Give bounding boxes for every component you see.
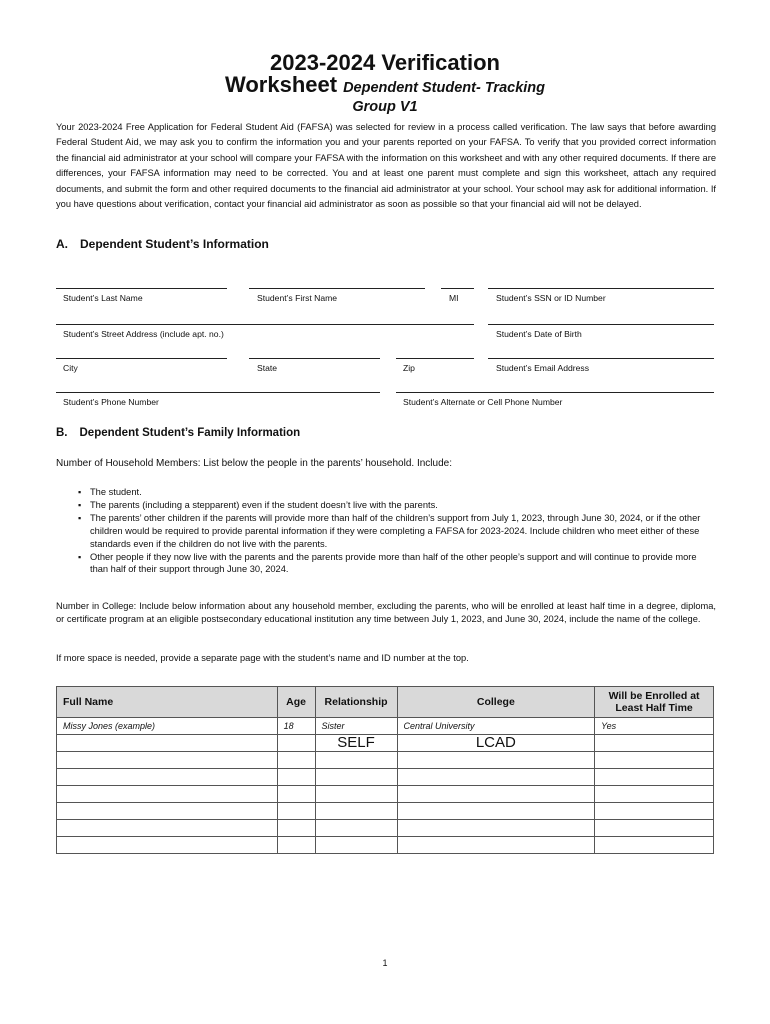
first-name-field[interactable]: [249, 288, 425, 289]
cell-relationship[interactable]: [315, 803, 397, 820]
cell-relationship[interactable]: SELF: [315, 735, 397, 752]
cell-full-name[interactable]: [57, 837, 278, 854]
header-full-name: Full Name: [57, 687, 278, 718]
last-name-label: Student’s Last Name: [63, 293, 143, 303]
title-subtitle: Dependent Student- Tracking: [343, 80, 546, 96]
cell-full-name[interactable]: [57, 769, 278, 786]
section-a-title: Dependent Student’s Information: [80, 237, 269, 251]
first-name-label: Student’s First Name: [257, 293, 338, 303]
state-label: State: [257, 363, 278, 373]
page-title: 2023-2024 Verification: [270, 50, 500, 75]
cell-enrolled[interactable]: [595, 837, 714, 854]
cell-enrolled[interactable]: [595, 769, 714, 786]
section-a-heading: [56, 237, 269, 251]
header-enrolled: Will be Enrolled at Least Half Time: [595, 687, 714, 718]
example-relationship: Sister: [315, 718, 397, 735]
more-space-note: If more space is needed, provide a separate page with the student’s name and ID number at the top.: [56, 653, 469, 663]
email-label: Student’s Email Address: [496, 363, 589, 373]
section-b-title: Dependent Student’s Family Information: [79, 427, 301, 439]
bullet-item: ▪ Other people if they now live with the parents and the parents provide more than half of the other people’s support and will continue to provide more than half of their support through June 30, 2024.: [76, 551, 716, 577]
page-title-group: Group V1: [352, 99, 418, 115]
cell-college[interactable]: [397, 803, 595, 820]
cell-enrolled[interactable]: [595, 820, 714, 837]
cell-age[interactable]: [277, 769, 315, 786]
cell-full-name[interactable]: [57, 803, 278, 820]
table-header-row: [57, 687, 714, 718]
household-bullet-list: [76, 486, 716, 576]
phone-field[interactable]: [56, 392, 380, 393]
intro-paragraph: Your 2023-2024 Free Application for Federal Student Aid (FAFSA) was selected for review in a process called verification. The law says that before awarding Federal Student Aid, we may ask you to confirm the information you and your parents reported on your FAFSA. To verify that you provided correct information the financial aid administrator at your school will compare your FAFSA with the information on this worksheet and with any other required documents. If there are differences, your FAFSA information may need to be corrected. You and at least one parent must complete and sign this worksheet, attach any required documents, and submit the form and other required documents to the financial aid administrator at your school. Your school may ask for additional information. If you have questions about verification, contact your financial aid administrator as soon as possible so that your financial aid will not be delayed.: [56, 122, 716, 210]
zip-label: Zip: [403, 363, 415, 373]
cell-age[interactable]: [277, 837, 315, 854]
cell-enrolled[interactable]: [595, 803, 714, 820]
alt-phone-field[interactable]: [396, 392, 714, 393]
ssn-label: Student’s SSN or ID Number: [496, 293, 606, 303]
example-enrolled: Yes: [595, 718, 714, 735]
bullet-item: ▪ The parents (including a stepparent) even if the student doesn’t live with the parents.: [76, 499, 716, 512]
cell-relationship[interactable]: [315, 820, 397, 837]
section-a-letter: A.: [56, 237, 68, 251]
cell-college[interactable]: LCAD: [397, 735, 595, 752]
street-address-field[interactable]: [56, 324, 474, 325]
cell-full-name[interactable]: [57, 786, 278, 803]
cell-college[interactable]: [397, 837, 595, 854]
title-worksheet: Worksheet: [224, 72, 338, 97]
table-row[interactable]: [57, 820, 714, 837]
example-college: Central University: [397, 718, 595, 735]
last-name-field[interactable]: [56, 288, 227, 289]
household-table: [56, 686, 714, 854]
cell-age[interactable]: [277, 803, 315, 820]
cell-relationship[interactable]: [315, 752, 397, 769]
page-number: 1: [382, 958, 388, 968]
cell-full-name[interactable]: [57, 752, 278, 769]
state-field[interactable]: [249, 358, 380, 359]
number-in-college-note: Number in College: Include below information about any household member, excluding the parents, who will be enrolled at least half time in a degree, diploma, or certificate program at an eligible postsecondary educational institution any time between July 1, 2023, and June 30, 2024, include the name of the college.: [56, 601, 716, 624]
example-row: [57, 718, 714, 735]
cell-enrolled[interactable]: [595, 752, 714, 769]
cell-relationship[interactable]: [315, 837, 397, 854]
ssn-field[interactable]: [488, 288, 714, 289]
cell-college[interactable]: [397, 769, 595, 786]
header-relationship: Relationship: [315, 687, 397, 718]
bullet-item: ▪ The student.: [76, 486, 716, 499]
table-row[interactable]: [57, 752, 714, 769]
cell-relationship[interactable]: [315, 769, 397, 786]
mi-label: MI: [449, 293, 459, 303]
header-college: College: [397, 687, 595, 718]
cell-enrolled[interactable]: [595, 735, 714, 752]
phone-label: Student’s Phone Number: [63, 397, 159, 407]
header-age: Age: [277, 687, 315, 718]
table-row[interactable]: [57, 735, 714, 752]
cell-college[interactable]: [397, 820, 595, 837]
household-heading: Number of Household Members: List below the people in the parents’ household. Include:: [56, 458, 452, 469]
cell-age[interactable]: [277, 735, 315, 752]
mi-field[interactable]: [441, 288, 474, 289]
table-row[interactable]: [57, 837, 714, 854]
cell-college[interactable]: [397, 752, 595, 769]
table-row[interactable]: [57, 786, 714, 803]
cell-full-name[interactable]: [57, 820, 278, 837]
zip-field[interactable]: [396, 358, 474, 359]
city-label: City: [63, 363, 78, 373]
example-age: 18: [277, 718, 315, 735]
example-full-name: Missy Jones (example): [57, 718, 278, 735]
alt-phone-label: Student’s Alternate or Cell Phone Number: [403, 397, 563, 407]
cell-full-name[interactable]: [57, 735, 278, 752]
dob-field[interactable]: [488, 324, 714, 325]
street-address-label: Student’s Street Address (include apt. no.): [63, 329, 224, 339]
cell-enrolled[interactable]: [595, 786, 714, 803]
section-b-letter: B.: [56, 427, 68, 439]
cell-age[interactable]: [277, 786, 315, 803]
cell-age[interactable]: [277, 820, 315, 837]
cell-college[interactable]: [397, 786, 595, 803]
city-field[interactable]: [56, 358, 227, 359]
email-field[interactable]: [488, 358, 714, 359]
table-row[interactable]: [57, 803, 714, 820]
table-row[interactable]: [57, 769, 714, 786]
cell-relationship[interactable]: [315, 786, 397, 803]
dob-label: Student’s Date of Birth: [496, 329, 582, 339]
cell-age[interactable]: [277, 752, 315, 769]
section-b-heading: [56, 427, 300, 439]
bullet-item: ▪ The parents’ other children if the parents will provide more than half of the children’s support from July 1, 2023, through June 30, 2024, or if the other children would be required to provide parental information if they were completing a FAFSA for 2023-2024. Include children who meet either of these standards even if the children do not live with the parents.: [76, 512, 716, 551]
